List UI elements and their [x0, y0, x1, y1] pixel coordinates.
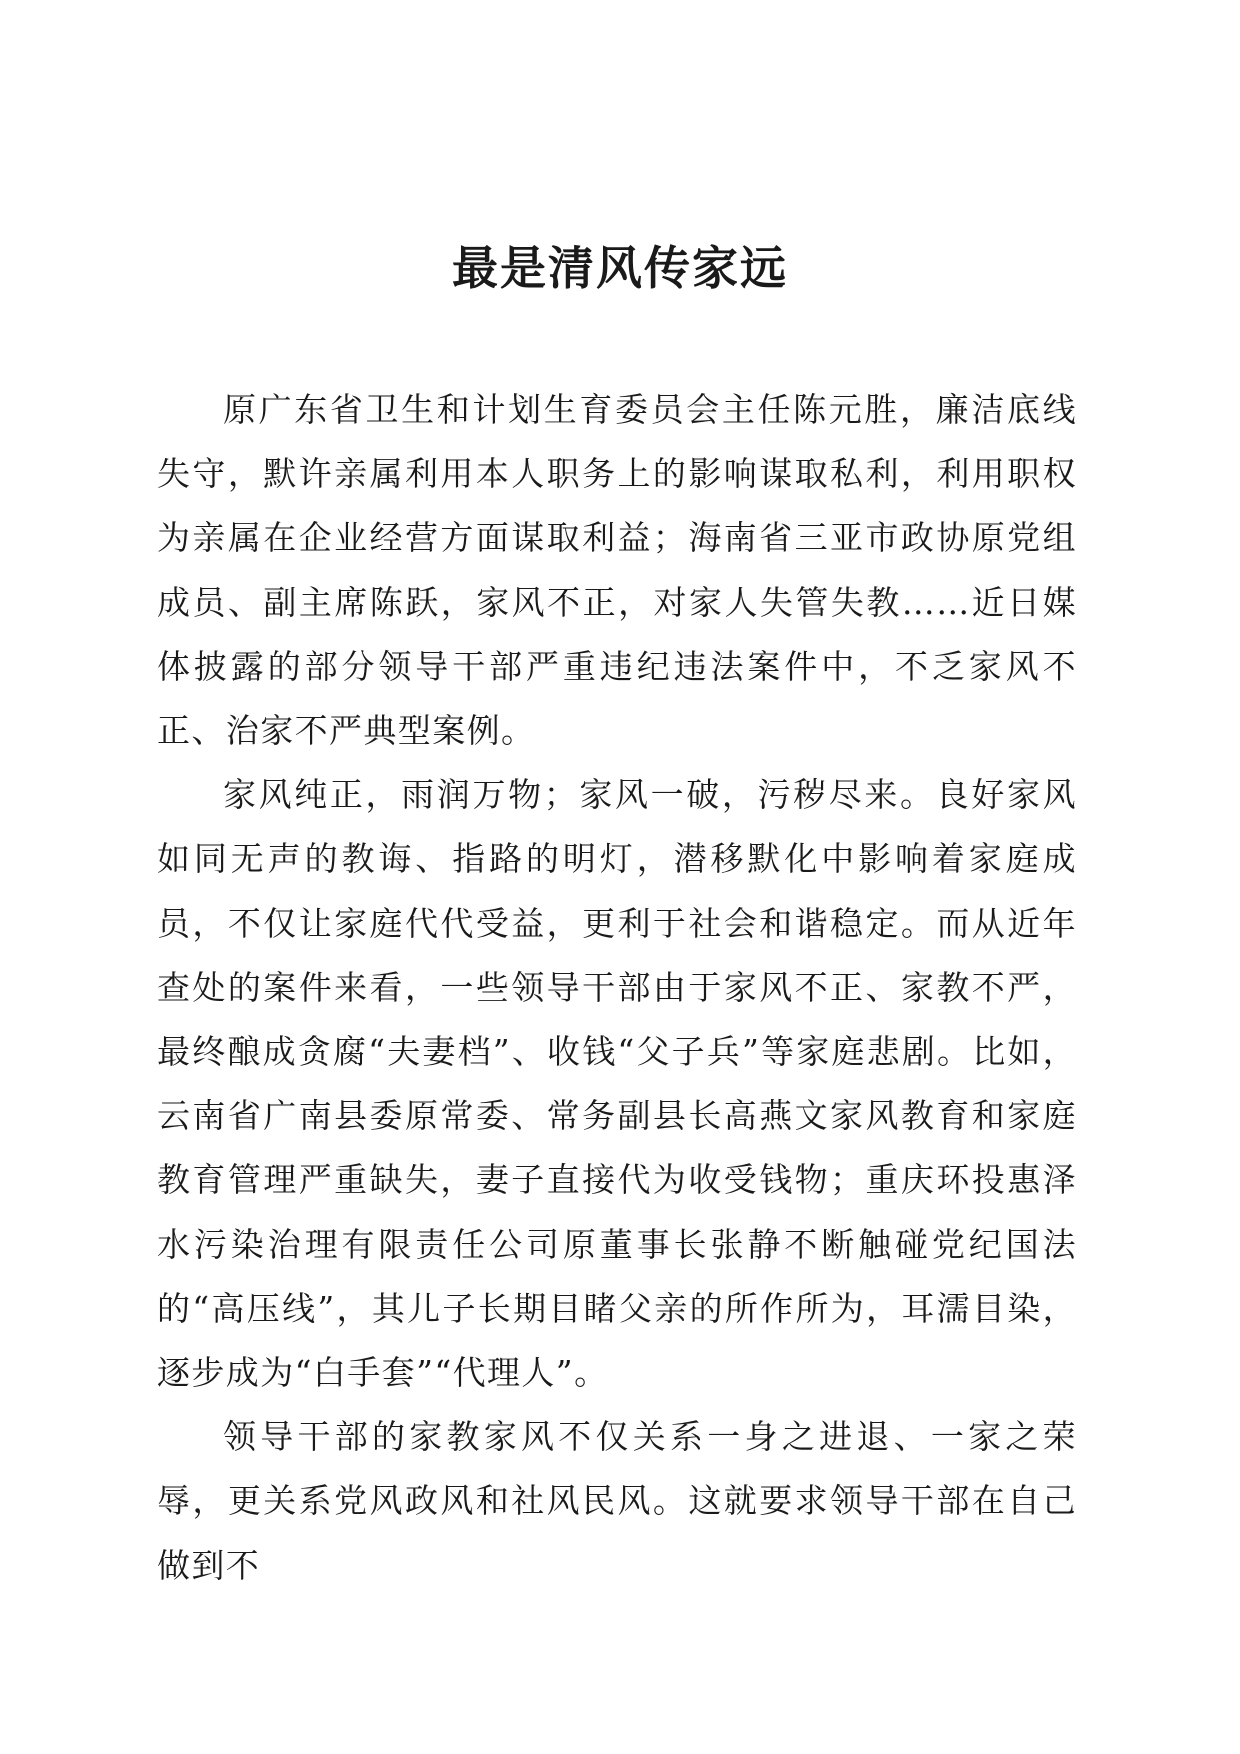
page-title: 最是清风传家远	[452, 241, 788, 295]
article-body	[157, 378, 1077, 1598]
paragraph-2: 家风纯正，雨润万物；家风一破，污秽尽来。良好家风如同无声的教诲、指路的明灯，潜移默化中影响着家庭成员，不仅让家庭代代受益，更利于社会和谐稳定。而从近年查处的案件来看，一些领导干部由于家风不正、家教不严，最终酿成贪腐“夫妻档”、收钱“父子兵”等家庭悲剧。比如，云南省广南县委原常委、常务副县长高燕文家风教育和家庭教育管理严重缺失，妻子直接代为收受钱物；重庆环投惠泽水污染治理有限责任公司原董事长张静不断触碰党纪国法的“高压线”，其儿子长期目睹父亲的所作所为，耳濡目染，逐步成为“白手套”“代理人”。	[157, 775, 1077, 1393]
paragraph-3: 领导干部的家教家风不仅关系一身之进退、一家之荣辱，更关系党风政风和社风民风。这就要求领导干部在自己做到不	[157, 1417, 1077, 1585]
paragraph-1: 原广东省卫生和计划生育委员会主任陈元胜，廉洁底线失守，默许亲属利用本人职务上的影响谋取私利，利用职权为亲属在企业经营方面谋取利益；海南省三亚市政协原党组成员、副主席陈跃，家风不正，对家人失管失教……近日媒体披露的部分领导干部严重违纪违法案件中，不乏家风不正、治家不严典型案例。	[157, 390, 1077, 751]
